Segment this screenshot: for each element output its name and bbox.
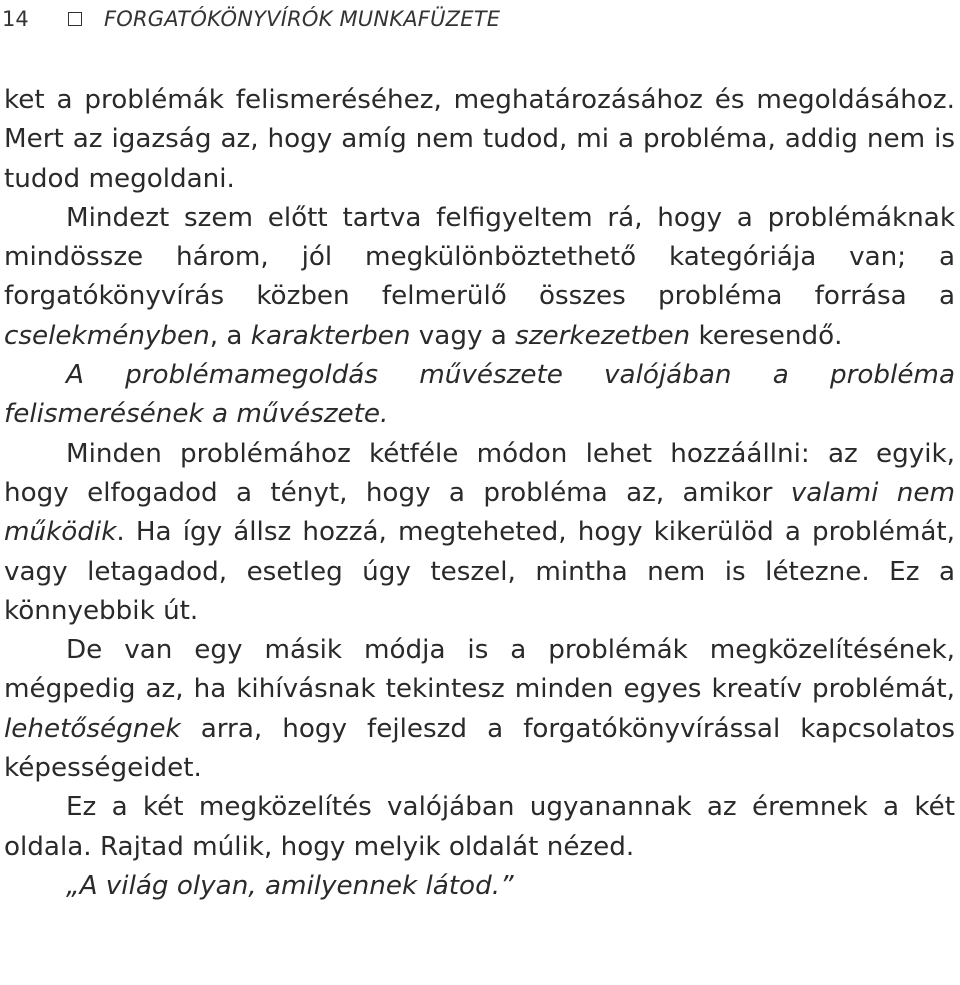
page-header bbox=[0, 4, 500, 34]
paragraph-3 bbox=[4, 356, 955, 435]
square-bullet-icon bbox=[68, 12, 82, 26]
text-run: Minden problémához kétféle módon lehet hozzáállni: az egyik, hogy elfogadod a tényt, hogy a probléma az, amikor bbox=[4, 438, 955, 508]
paragraph-2 bbox=[4, 199, 955, 356]
emphasis: „A világ olyan, amilyennek látod.” bbox=[66, 870, 514, 901]
emphasis: szerkezetben bbox=[515, 320, 691, 351]
text-run: . Ha így állsz hozzá, megteheted, hogy kikerülöd a problémát, vagy letagadod, esetleg úgy teszel, mintha nem is létezne. Ez a könnyebbik út. bbox=[4, 517, 955, 626]
text-run: keresendő. bbox=[690, 320, 843, 351]
paragraph-6 bbox=[4, 788, 955, 867]
body-text bbox=[4, 81, 955, 906]
text-run: Ez a két megközelítés valójában ugyanannak az éremnek a két oldala. Rajtad múlik, hogy melyik oldalát nézed. bbox=[4, 792, 955, 862]
text-run: arra, hogy fejleszd a forgatókönyvírással kapcsolatos képességeidet. bbox=[4, 713, 955, 784]
text-run: De van egy másik módja is a problémák megközelítésének, mégpedig az, ha kihívásnak tekintesz minden egyes kreatív problémát, bbox=[4, 635, 955, 705]
emphasis: cselekményben bbox=[4, 320, 210, 351]
quote bbox=[4, 867, 955, 906]
text-run: ket a problémák felismeréséhez, meghatározásához és megoldásához. Mert az igazság az, hogy amíg nem tudod, mi a probléma, addig nem is tudod megoldani. bbox=[4, 85, 955, 194]
paragraph-4 bbox=[4, 435, 955, 631]
text-run: , a bbox=[209, 320, 251, 351]
emphasis: karakterben bbox=[250, 320, 411, 351]
text-run: vagy a bbox=[410, 320, 516, 351]
paragraph-1 bbox=[4, 81, 955, 199]
emphasis: A problémamegoldás művészete valójában a probléma felismerésének a művészete. bbox=[4, 360, 955, 430]
text-run: Mindezt szem előtt tartva felfigyeltem rá, hogy a problémáknak mindössze három, jól megkülönböztethető kategóriája van; a forgatókönyvírás közben felmerülő összes probléma forrása a bbox=[4, 202, 955, 312]
paragraph-5 bbox=[4, 631, 955, 788]
emphasis: lehetőségnek bbox=[4, 713, 181, 744]
page-number: 14 bbox=[2, 7, 29, 31]
emphasis: valami nem működik bbox=[4, 477, 956, 548]
running-title: FORGATÓKÖNYVÍRÓK MUNKAFÜZETE bbox=[104, 7, 501, 31]
